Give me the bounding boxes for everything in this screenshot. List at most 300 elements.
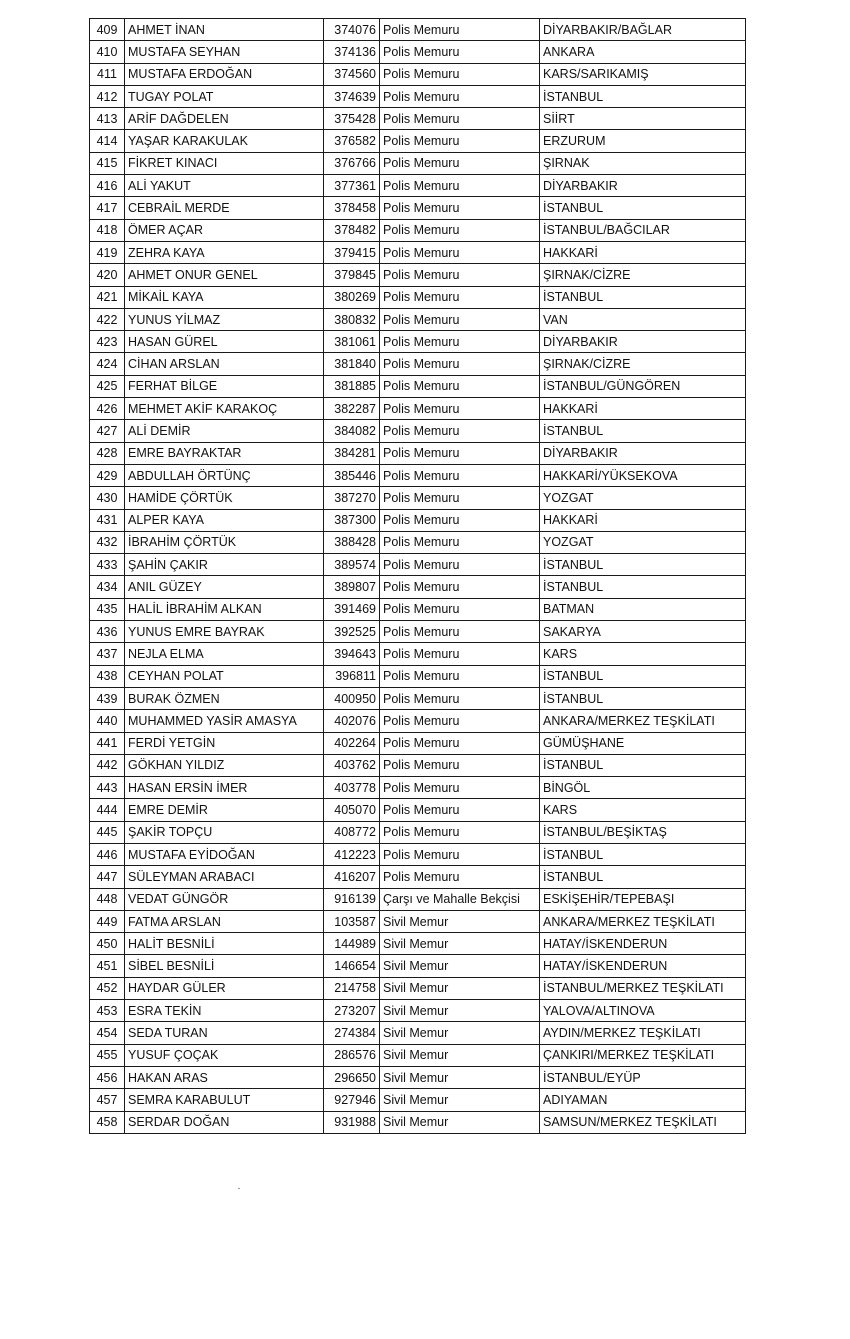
registry-number-cell: 376582 bbox=[324, 130, 380, 152]
position-cell: Sivil Memur bbox=[380, 955, 540, 977]
position-cell: Polis Memuru bbox=[380, 331, 540, 353]
registry-number-cell: 402076 bbox=[324, 710, 380, 732]
position-cell: Polis Memuru bbox=[380, 509, 540, 531]
registry-number-cell: 402264 bbox=[324, 732, 380, 754]
table-row bbox=[90, 175, 746, 197]
row-number-cell: 417 bbox=[90, 197, 125, 219]
location-cell: BİNGÖL bbox=[540, 777, 746, 799]
position-cell: Polis Memuru bbox=[380, 241, 540, 263]
position-cell: Polis Memuru bbox=[380, 420, 540, 442]
name-cell: BURAK ÖZMEN bbox=[125, 687, 324, 709]
location-cell: İSTANBUL bbox=[540, 85, 746, 107]
location-cell: DİYARBAKIR bbox=[540, 442, 746, 464]
table-row bbox=[90, 41, 746, 63]
row-number-cell: 422 bbox=[90, 308, 125, 330]
row-number-cell: 430 bbox=[90, 487, 125, 509]
registry-number-cell: 381885 bbox=[324, 375, 380, 397]
table-row bbox=[90, 219, 746, 241]
row-number-cell: 445 bbox=[90, 821, 125, 843]
row-number-cell: 436 bbox=[90, 621, 125, 643]
position-cell: Polis Memuru bbox=[380, 843, 540, 865]
location-cell: İSTANBUL bbox=[540, 866, 746, 888]
position-cell: Polis Memuru bbox=[380, 264, 540, 286]
registry-number-cell: 387300 bbox=[324, 509, 380, 531]
name-cell: ARİF DAĞDELEN bbox=[125, 108, 324, 130]
row-number-cell: 437 bbox=[90, 643, 125, 665]
name-cell: FİKRET KINACI bbox=[125, 152, 324, 174]
row-number-cell: 435 bbox=[90, 598, 125, 620]
name-cell: MEHMET AKİF KARAKOÇ bbox=[125, 398, 324, 420]
position-cell: Polis Memuru bbox=[380, 821, 540, 843]
location-cell: İSTANBUL bbox=[540, 197, 746, 219]
position-cell: Polis Memuru bbox=[380, 108, 540, 130]
table-row bbox=[90, 108, 746, 130]
row-number-cell: 432 bbox=[90, 531, 125, 553]
name-cell: EMRE DEMİR bbox=[125, 799, 324, 821]
registry-number-cell: 400950 bbox=[324, 687, 380, 709]
position-cell: Polis Memuru bbox=[380, 732, 540, 754]
name-cell: CEBRAİL MERDE bbox=[125, 197, 324, 219]
position-cell: Polis Memuru bbox=[380, 286, 540, 308]
row-number-cell: 419 bbox=[90, 241, 125, 263]
name-cell: HAMİDE ÇÖRTÜK bbox=[125, 487, 324, 509]
location-cell: İSTANBUL bbox=[540, 687, 746, 709]
location-cell: YOZGAT bbox=[540, 487, 746, 509]
location-cell: BATMAN bbox=[540, 598, 746, 620]
position-cell: Sivil Memur bbox=[380, 1066, 540, 1088]
row-number-cell: 415 bbox=[90, 152, 125, 174]
position-cell: Sivil Memur bbox=[380, 1022, 540, 1044]
location-cell: ÇANKIRI/MERKEZ TEŞKİLATI bbox=[540, 1044, 746, 1066]
location-cell: AYDIN/MERKEZ TEŞKİLATI bbox=[540, 1022, 746, 1044]
registry-number-cell: 412223 bbox=[324, 843, 380, 865]
registry-number-cell: 374076 bbox=[324, 19, 380, 41]
table-row bbox=[90, 353, 746, 375]
name-cell: YUSUF ÇOÇAK bbox=[125, 1044, 324, 1066]
row-number-cell: 453 bbox=[90, 1000, 125, 1022]
row-number-cell: 428 bbox=[90, 442, 125, 464]
table-row bbox=[90, 598, 746, 620]
registry-number-cell: 103587 bbox=[324, 910, 380, 932]
table-row bbox=[90, 130, 746, 152]
row-number-cell: 441 bbox=[90, 732, 125, 754]
position-cell: Polis Memuru bbox=[380, 754, 540, 776]
registry-number-cell: 392525 bbox=[324, 621, 380, 643]
table-row bbox=[90, 799, 746, 821]
table-row bbox=[90, 63, 746, 85]
table-row bbox=[90, 1022, 746, 1044]
name-cell: YUNUS EMRE BAYRAK bbox=[125, 621, 324, 643]
location-cell: YOZGAT bbox=[540, 531, 746, 553]
position-cell: Polis Memuru bbox=[380, 621, 540, 643]
scan-speck bbox=[238, 1188, 240, 1189]
position-cell: Polis Memuru bbox=[380, 554, 540, 576]
location-cell: İSTANBUL bbox=[540, 576, 746, 598]
registry-number-cell: 384082 bbox=[324, 420, 380, 442]
location-cell: HAKKARİ bbox=[540, 241, 746, 263]
row-number-cell: 416 bbox=[90, 175, 125, 197]
row-number-cell: 421 bbox=[90, 286, 125, 308]
table-row bbox=[90, 85, 746, 107]
row-number-cell: 413 bbox=[90, 108, 125, 130]
location-cell: HAKKARİ bbox=[540, 398, 746, 420]
position-cell: Polis Memuru bbox=[380, 687, 540, 709]
position-cell: Çarşı ve Mahalle Bekçisi bbox=[380, 888, 540, 910]
location-cell: ANKARA/MERKEZ TEŞKİLATI bbox=[540, 710, 746, 732]
table-row bbox=[90, 241, 746, 263]
registry-number-cell: 273207 bbox=[324, 1000, 380, 1022]
table-row bbox=[90, 821, 746, 843]
table-row bbox=[90, 866, 746, 888]
table-row bbox=[90, 1066, 746, 1088]
registry-number-cell: 214758 bbox=[324, 977, 380, 999]
position-cell: Sivil Memur bbox=[380, 1111, 540, 1133]
location-cell: DİYARBAKIR/BAĞLAR bbox=[540, 19, 746, 41]
location-cell: İSTANBUL bbox=[540, 754, 746, 776]
row-number-cell: 439 bbox=[90, 687, 125, 709]
table-row bbox=[90, 777, 746, 799]
position-cell: Polis Memuru bbox=[380, 799, 540, 821]
registry-number-cell: 376766 bbox=[324, 152, 380, 174]
location-cell: SAKARYA bbox=[540, 621, 746, 643]
registry-number-cell: 374136 bbox=[324, 41, 380, 63]
position-cell: Polis Memuru bbox=[380, 710, 540, 732]
registry-number-cell: 286576 bbox=[324, 1044, 380, 1066]
location-cell: KARS bbox=[540, 799, 746, 821]
location-cell: ŞIRNAK/CİZRE bbox=[540, 264, 746, 286]
row-number-cell: 448 bbox=[90, 888, 125, 910]
location-cell: İSTANBUL bbox=[540, 420, 746, 442]
location-cell: SAMSUN/MERKEZ TEŞKİLATI bbox=[540, 1111, 746, 1133]
location-cell: DİYARBAKIR bbox=[540, 175, 746, 197]
position-cell: Polis Memuru bbox=[380, 152, 540, 174]
location-cell: HAKKARİ bbox=[540, 509, 746, 531]
table-row bbox=[90, 152, 746, 174]
row-number-cell: 447 bbox=[90, 866, 125, 888]
registry-number-cell: 296650 bbox=[324, 1066, 380, 1088]
position-cell: Polis Memuru bbox=[380, 643, 540, 665]
registry-number-cell: 408772 bbox=[324, 821, 380, 843]
table-row bbox=[90, 665, 746, 687]
row-number-cell: 410 bbox=[90, 41, 125, 63]
name-cell: HALİL İBRAHİM ALKAN bbox=[125, 598, 324, 620]
registry-number-cell: 388428 bbox=[324, 531, 380, 553]
table-row bbox=[90, 509, 746, 531]
position-cell: Polis Memuru bbox=[380, 598, 540, 620]
registry-number-cell: 144989 bbox=[324, 933, 380, 955]
location-cell: KARS bbox=[540, 643, 746, 665]
location-cell: KARS/SARIKAMIŞ bbox=[540, 63, 746, 85]
location-cell: İSTANBUL bbox=[540, 843, 746, 865]
table-row bbox=[90, 264, 746, 286]
position-cell: Polis Memuru bbox=[380, 308, 540, 330]
registry-number-cell: 403778 bbox=[324, 777, 380, 799]
registry-number-cell: 403762 bbox=[324, 754, 380, 776]
registry-number-cell: 389807 bbox=[324, 576, 380, 598]
registry-number-cell: 379845 bbox=[324, 264, 380, 286]
name-cell: AHMET İNAN bbox=[125, 19, 324, 41]
registry-number-cell: 416207 bbox=[324, 866, 380, 888]
name-cell: ABDULLAH ÖRTÜNÇ bbox=[125, 464, 324, 486]
registry-number-cell: 927946 bbox=[324, 1089, 380, 1111]
location-cell: İSTANBUL/EYÜP bbox=[540, 1066, 746, 1088]
registry-number-cell: 378482 bbox=[324, 219, 380, 241]
location-cell: İSTANBUL/MERKEZ TEŞKİLATI bbox=[540, 977, 746, 999]
name-cell: ESRA TEKİN bbox=[125, 1000, 324, 1022]
name-cell: HAKAN ARAS bbox=[125, 1066, 324, 1088]
location-cell: HATAY/İSKENDERUN bbox=[540, 955, 746, 977]
position-cell: Polis Memuru bbox=[380, 442, 540, 464]
registry-number-cell: 394643 bbox=[324, 643, 380, 665]
name-cell: ZEHRA KAYA bbox=[125, 241, 324, 263]
name-cell: HASAN GÜREL bbox=[125, 331, 324, 353]
position-cell: Polis Memuru bbox=[380, 398, 540, 420]
position-cell: Sivil Memur bbox=[380, 1044, 540, 1066]
table-row bbox=[90, 554, 746, 576]
position-cell: Polis Memuru bbox=[380, 665, 540, 687]
position-cell: Polis Memuru bbox=[380, 576, 540, 598]
row-number-cell: 433 bbox=[90, 554, 125, 576]
position-cell: Polis Memuru bbox=[380, 375, 540, 397]
name-cell: ŞAHİN ÇAKIR bbox=[125, 554, 324, 576]
table-row bbox=[90, 1111, 746, 1133]
position-cell: Sivil Memur bbox=[380, 910, 540, 932]
row-number-cell: 440 bbox=[90, 710, 125, 732]
location-cell: ANKARA/MERKEZ TEŞKİLATI bbox=[540, 910, 746, 932]
personnel-table bbox=[89, 18, 746, 1134]
location-cell: SİİRT bbox=[540, 108, 746, 130]
registry-number-cell: 384281 bbox=[324, 442, 380, 464]
registry-number-cell: 146654 bbox=[324, 955, 380, 977]
table-row bbox=[90, 643, 746, 665]
position-cell: Polis Memuru bbox=[380, 175, 540, 197]
registry-number-cell: 385446 bbox=[324, 464, 380, 486]
row-number-cell: 434 bbox=[90, 576, 125, 598]
position-cell: Polis Memuru bbox=[380, 219, 540, 241]
table-row bbox=[90, 19, 746, 41]
location-cell: ESKİŞEHİR/TEPEBAŞI bbox=[540, 888, 746, 910]
location-cell: HATAY/İSKENDERUN bbox=[540, 933, 746, 955]
position-cell: Polis Memuru bbox=[380, 866, 540, 888]
table-row bbox=[90, 710, 746, 732]
registry-number-cell: 380832 bbox=[324, 308, 380, 330]
location-cell: İSTANBUL/GÜNGÖREN bbox=[540, 375, 746, 397]
registry-number-cell: 391469 bbox=[324, 598, 380, 620]
document-page bbox=[89, 18, 745, 1134]
row-number-cell: 456 bbox=[90, 1066, 125, 1088]
row-number-cell: 458 bbox=[90, 1111, 125, 1133]
name-cell: TUGAY POLAT bbox=[125, 85, 324, 107]
position-cell: Sivil Memur bbox=[380, 1089, 540, 1111]
table-row bbox=[90, 687, 746, 709]
location-cell: VAN bbox=[540, 308, 746, 330]
table-row bbox=[90, 754, 746, 776]
table-row bbox=[90, 531, 746, 553]
registry-number-cell: 377361 bbox=[324, 175, 380, 197]
name-cell: SEDA TURAN bbox=[125, 1022, 324, 1044]
position-cell: Polis Memuru bbox=[380, 19, 540, 41]
row-number-cell: 451 bbox=[90, 955, 125, 977]
location-cell: ADIYAMAN bbox=[540, 1089, 746, 1111]
location-cell: YALOVA/ALTINOVA bbox=[540, 1000, 746, 1022]
row-number-cell: 420 bbox=[90, 264, 125, 286]
table-row bbox=[90, 331, 746, 353]
name-cell: VEDAT GÜNGÖR bbox=[125, 888, 324, 910]
table-row bbox=[90, 442, 746, 464]
name-cell: SERDAR DOĞAN bbox=[125, 1111, 324, 1133]
table-row bbox=[90, 487, 746, 509]
name-cell: SEMRA KARABULUT bbox=[125, 1089, 324, 1111]
row-number-cell: 411 bbox=[90, 63, 125, 85]
position-cell: Polis Memuru bbox=[380, 487, 540, 509]
row-number-cell: 455 bbox=[90, 1044, 125, 1066]
table-row bbox=[90, 576, 746, 598]
name-cell: ALİ DEMİR bbox=[125, 420, 324, 442]
registry-number-cell: 381840 bbox=[324, 353, 380, 375]
name-cell: HALİT BESNİLİ bbox=[125, 933, 324, 955]
registry-number-cell: 916139 bbox=[324, 888, 380, 910]
table-row bbox=[90, 398, 746, 420]
registry-number-cell: 387270 bbox=[324, 487, 380, 509]
table-row bbox=[90, 910, 746, 932]
table-row bbox=[90, 977, 746, 999]
location-cell: ERZURUM bbox=[540, 130, 746, 152]
position-cell: Sivil Memur bbox=[380, 933, 540, 955]
table-row bbox=[90, 1044, 746, 1066]
name-cell: NEJLA ELMA bbox=[125, 643, 324, 665]
name-cell: ALİ YAKUT bbox=[125, 175, 324, 197]
table-row bbox=[90, 464, 746, 486]
name-cell: SİBEL BESNİLİ bbox=[125, 955, 324, 977]
name-cell: ŞAKİR TOPÇU bbox=[125, 821, 324, 843]
location-cell: HAKKARİ/YÜKSEKOVA bbox=[540, 464, 746, 486]
registry-number-cell: 396811 bbox=[324, 665, 380, 687]
name-cell: FERDİ YETGİN bbox=[125, 732, 324, 754]
table-row bbox=[90, 308, 746, 330]
row-number-cell: 409 bbox=[90, 19, 125, 41]
row-number-cell: 418 bbox=[90, 219, 125, 241]
row-number-cell: 442 bbox=[90, 754, 125, 776]
name-cell: ANIL GÜZEY bbox=[125, 576, 324, 598]
name-cell: MUSTAFA ERDOĞAN bbox=[125, 63, 324, 85]
registry-number-cell: 379415 bbox=[324, 241, 380, 263]
name-cell: CİHAN ARSLAN bbox=[125, 353, 324, 375]
position-cell: Sivil Memur bbox=[380, 977, 540, 999]
name-cell: YAŞAR KARAKULAK bbox=[125, 130, 324, 152]
table-row bbox=[90, 197, 746, 219]
row-number-cell: 412 bbox=[90, 85, 125, 107]
table-row bbox=[90, 732, 746, 754]
name-cell: MİKAİL KAYA bbox=[125, 286, 324, 308]
name-cell: HAYDAR GÜLER bbox=[125, 977, 324, 999]
name-cell: İBRAHİM ÇÖRTÜK bbox=[125, 531, 324, 553]
table-row bbox=[90, 888, 746, 910]
name-cell: AHMET ONUR GENEL bbox=[125, 264, 324, 286]
name-cell: MUSTAFA EYİDOĞAN bbox=[125, 843, 324, 865]
name-cell: FERHAT BİLGE bbox=[125, 375, 324, 397]
row-number-cell: 431 bbox=[90, 509, 125, 531]
row-number-cell: 454 bbox=[90, 1022, 125, 1044]
registry-number-cell: 405070 bbox=[324, 799, 380, 821]
registry-number-cell: 389574 bbox=[324, 554, 380, 576]
registry-number-cell: 374639 bbox=[324, 85, 380, 107]
location-cell: GÜMÜŞHANE bbox=[540, 732, 746, 754]
position-cell: Polis Memuru bbox=[380, 85, 540, 107]
location-cell: İSTANBUL bbox=[540, 286, 746, 308]
row-number-cell: 424 bbox=[90, 353, 125, 375]
name-cell: FATMA ARSLAN bbox=[125, 910, 324, 932]
name-cell: CEYHAN POLAT bbox=[125, 665, 324, 687]
name-cell: MUHAMMED YASİR AMASYA bbox=[125, 710, 324, 732]
location-cell: İSTANBUL/BAĞCILAR bbox=[540, 219, 746, 241]
row-number-cell: 427 bbox=[90, 420, 125, 442]
name-cell: EMRE BAYRAKTAR bbox=[125, 442, 324, 464]
registry-number-cell: 375428 bbox=[324, 108, 380, 130]
position-cell: Polis Memuru bbox=[380, 41, 540, 63]
position-cell: Polis Memuru bbox=[380, 197, 540, 219]
position-cell: Polis Memuru bbox=[380, 464, 540, 486]
registry-number-cell: 931988 bbox=[324, 1111, 380, 1133]
name-cell: ÖMER AÇAR bbox=[125, 219, 324, 241]
registry-number-cell: 381061 bbox=[324, 331, 380, 353]
registry-number-cell: 378458 bbox=[324, 197, 380, 219]
name-cell: GÖKHAN YILDIZ bbox=[125, 754, 324, 776]
row-number-cell: 450 bbox=[90, 933, 125, 955]
table-row bbox=[90, 933, 746, 955]
row-number-cell: 449 bbox=[90, 910, 125, 932]
row-number-cell: 444 bbox=[90, 799, 125, 821]
row-number-cell: 426 bbox=[90, 398, 125, 420]
registry-number-cell: 274384 bbox=[324, 1022, 380, 1044]
row-number-cell: 429 bbox=[90, 464, 125, 486]
row-number-cell: 446 bbox=[90, 843, 125, 865]
position-cell: Polis Memuru bbox=[380, 353, 540, 375]
location-cell: İSTANBUL bbox=[540, 554, 746, 576]
table-row bbox=[90, 1000, 746, 1022]
location-cell: ŞIRNAK bbox=[540, 152, 746, 174]
location-cell: ŞIRNAK/CİZRE bbox=[540, 353, 746, 375]
table-row bbox=[90, 955, 746, 977]
table-row bbox=[90, 621, 746, 643]
table-row bbox=[90, 375, 746, 397]
personnel-table-body bbox=[90, 19, 746, 1134]
name-cell: MUSTAFA SEYHAN bbox=[125, 41, 324, 63]
position-cell: Polis Memuru bbox=[380, 63, 540, 85]
name-cell: SÜLEYMAN ARABACI bbox=[125, 866, 324, 888]
position-cell: Polis Memuru bbox=[380, 531, 540, 553]
location-cell: DİYARBAKIR bbox=[540, 331, 746, 353]
row-number-cell: 414 bbox=[90, 130, 125, 152]
position-cell: Polis Memuru bbox=[380, 130, 540, 152]
table-row bbox=[90, 843, 746, 865]
row-number-cell: 457 bbox=[90, 1089, 125, 1111]
position-cell: Polis Memuru bbox=[380, 777, 540, 799]
row-number-cell: 438 bbox=[90, 665, 125, 687]
name-cell: ALPER KAYA bbox=[125, 509, 324, 531]
table-row bbox=[90, 286, 746, 308]
position-cell: Sivil Memur bbox=[380, 1000, 540, 1022]
location-cell: ANKARA bbox=[540, 41, 746, 63]
name-cell: HASAN ERSİN İMER bbox=[125, 777, 324, 799]
name-cell: YUNUS YİLMAZ bbox=[125, 308, 324, 330]
table-row bbox=[90, 1089, 746, 1111]
location-cell: İSTANBUL bbox=[540, 665, 746, 687]
registry-number-cell: 374560 bbox=[324, 63, 380, 85]
row-number-cell: 425 bbox=[90, 375, 125, 397]
table-row bbox=[90, 420, 746, 442]
registry-number-cell: 382287 bbox=[324, 398, 380, 420]
row-number-cell: 443 bbox=[90, 777, 125, 799]
